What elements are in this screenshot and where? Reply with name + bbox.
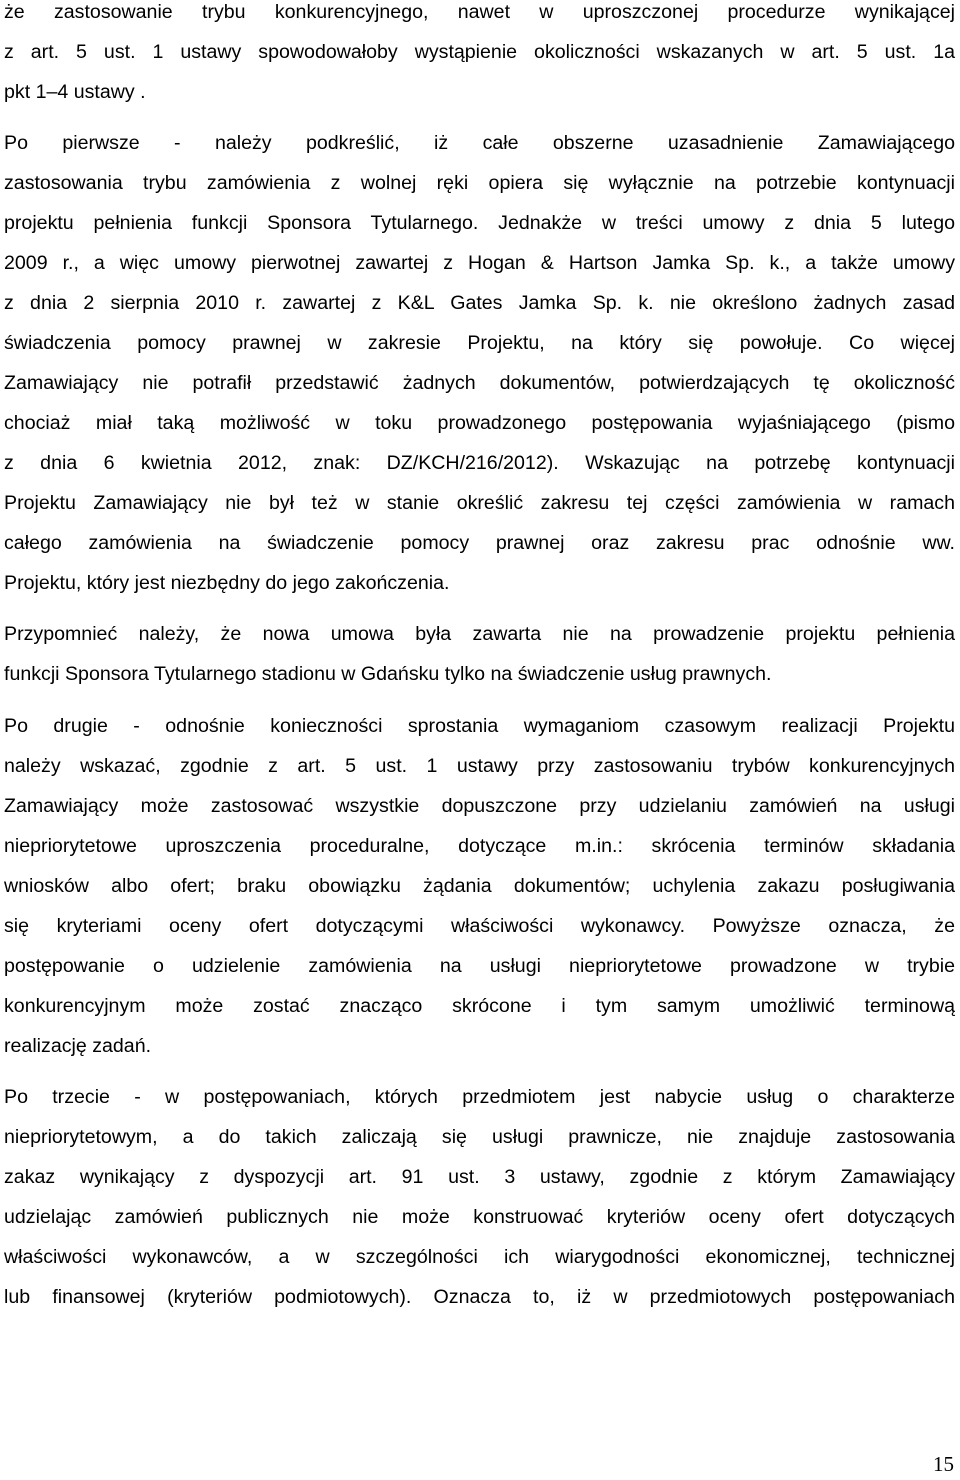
paragraph-continuation <box>4 0 955 112</box>
text-line: z art. 5 ust. 1 ustawy spowodowałoby wystąpienie okoliczności wskazanych w art. 5 ust. 1a <box>4 41 955 63</box>
text-line: udzielając zamówień publicznych nie może konstruować kryteriów oceny ofert dotyczących <box>4 1206 955 1228</box>
text-line: realizację zadań. <box>4 1035 152 1057</box>
text-line: świadczenia pomocy prawnej w zakresie Projektu, na który się powołuje. Co więcej <box>4 332 955 354</box>
text-line: zastosowania trybu zamówienia z wolnej ręki opiera się wyłącznie na potrzebie kontynuacji <box>4 172 955 194</box>
text-line: Przypomnieć należy, że nowa umowa była zawarta nie na prowadzenie projektu pełnienia <box>4 623 955 645</box>
text-line: chociaż miał taką możliwość w toku prowadzonego postępowania wyjaśniającego (pismo <box>4 412 955 434</box>
text-line: należy wskazać, zgodnie z art. 5 ust. 1 ustawy przy zastosowaniu trybów konkurencyjnych <box>4 755 955 777</box>
text-line: niepriorytetowe uproszczenia proceduralne, dotyczące m.in.: skrócenia terminów składania <box>4 835 955 857</box>
text-line: konkurencyjnym może zostać znacząco skrócone i tym samym umożliwić terminową <box>4 995 955 1017</box>
text-line: postępowanie o udzielenie zamówienia na usługi niepriorytetowe prowadzone w trybie <box>4 955 955 977</box>
paragraph-przypomniec <box>4 614 955 694</box>
text-line: zakaz wynikający z dyspozycji art. 91 ust. 3 ustawy, zgodnie z którym Zamawiający <box>4 1166 955 1188</box>
text-line: że zastosowanie trybu konkurencyjnego, nawet w uproszczonej procedurze wynikającej <box>4 1 955 23</box>
text-line: Projektu Zamawiający nie był też w stanie określić zakresu tej części zamówienia w ramach <box>4 492 955 514</box>
text-line: niepriorytetowym, a do takich zaliczają się usługi prawnicze, nie znajduje zastosowania <box>4 1126 955 1148</box>
paragraph-po-pierwsze <box>4 123 955 603</box>
text-line: Po trzecie - w postępowaniach, których przedmiotem jest nabycie usług o charakterze <box>4 1086 955 1108</box>
text-line: 2009 r., a więc umowy pierwotnej zawartej z Hogan & Hartson Jamka Sp. k., a także umowy <box>4 252 955 274</box>
text-line: z dnia 2 sierpnia 2010 r. zawartej z K&L Gates Jamka Sp. k. nie określono żadnych zasad <box>4 292 955 314</box>
page-number: 15 <box>933 1452 954 1476</box>
text-line: z dnia 6 kwietnia 2012, znak: DZ/KCH/216/2012). Wskazując na potrzebę kontynuacji <box>4 452 955 474</box>
text-line: funkcji Sponsora Tytularnego stadionu w Gdańsku tylko na świadczenie usług prawnych. <box>4 663 772 685</box>
text-line: całego zamówienia na świadczenie pomocy prawnej oraz zakresu prac odnośnie ww. <box>4 532 955 554</box>
text-line: właściwości wykonawców, a w szczególności ich wiarygodności ekonomicznej, technicznej <box>4 1246 955 1268</box>
text-line: pkt 1–4 ustawy . <box>4 81 146 103</box>
text-line: wniosków albo ofert; braku obowiązku żądania dokumentów; uchylenia zakazu posługiwania <box>4 875 955 897</box>
text-line: Projektu, który jest niezbędny do jego zakończenia. <box>4 572 450 594</box>
text-line: Zamawiający może zastosować wszystkie dopuszczone przy udzielaniu zamówień na usługi <box>4 795 955 817</box>
paragraph-po-drugie <box>4 706 955 1066</box>
text-line: Zamawiający nie potrafił przedstawić żadnych dokumentów, potwierdzających tę okoliczność <box>4 372 955 394</box>
text-line: projektu pełnienia funkcji Sponsora Tytularnego. Jednakże w treści umowy z dnia 5 lutego <box>4 212 955 234</box>
text-line: Po pierwsze - należy podkreślić, iż całe obszerne uzasadnienie Zamawiającego <box>4 132 955 154</box>
text-line: Po drugie - odnośnie konieczności sprostania wymaganiom czasowym realizacji Projektu <box>4 715 955 737</box>
paragraph-po-trzecie <box>4 1077 955 1317</box>
text-line: się kryteriami oceny ofert dotyczącymi właściwości wykonawcy. Powyższe oznacza, że <box>4 915 955 937</box>
text-line: lub finansowej (kryteriów podmiotowych). Oznacza to, iż w przedmiotowych postępowaniach <box>4 1286 955 1308</box>
